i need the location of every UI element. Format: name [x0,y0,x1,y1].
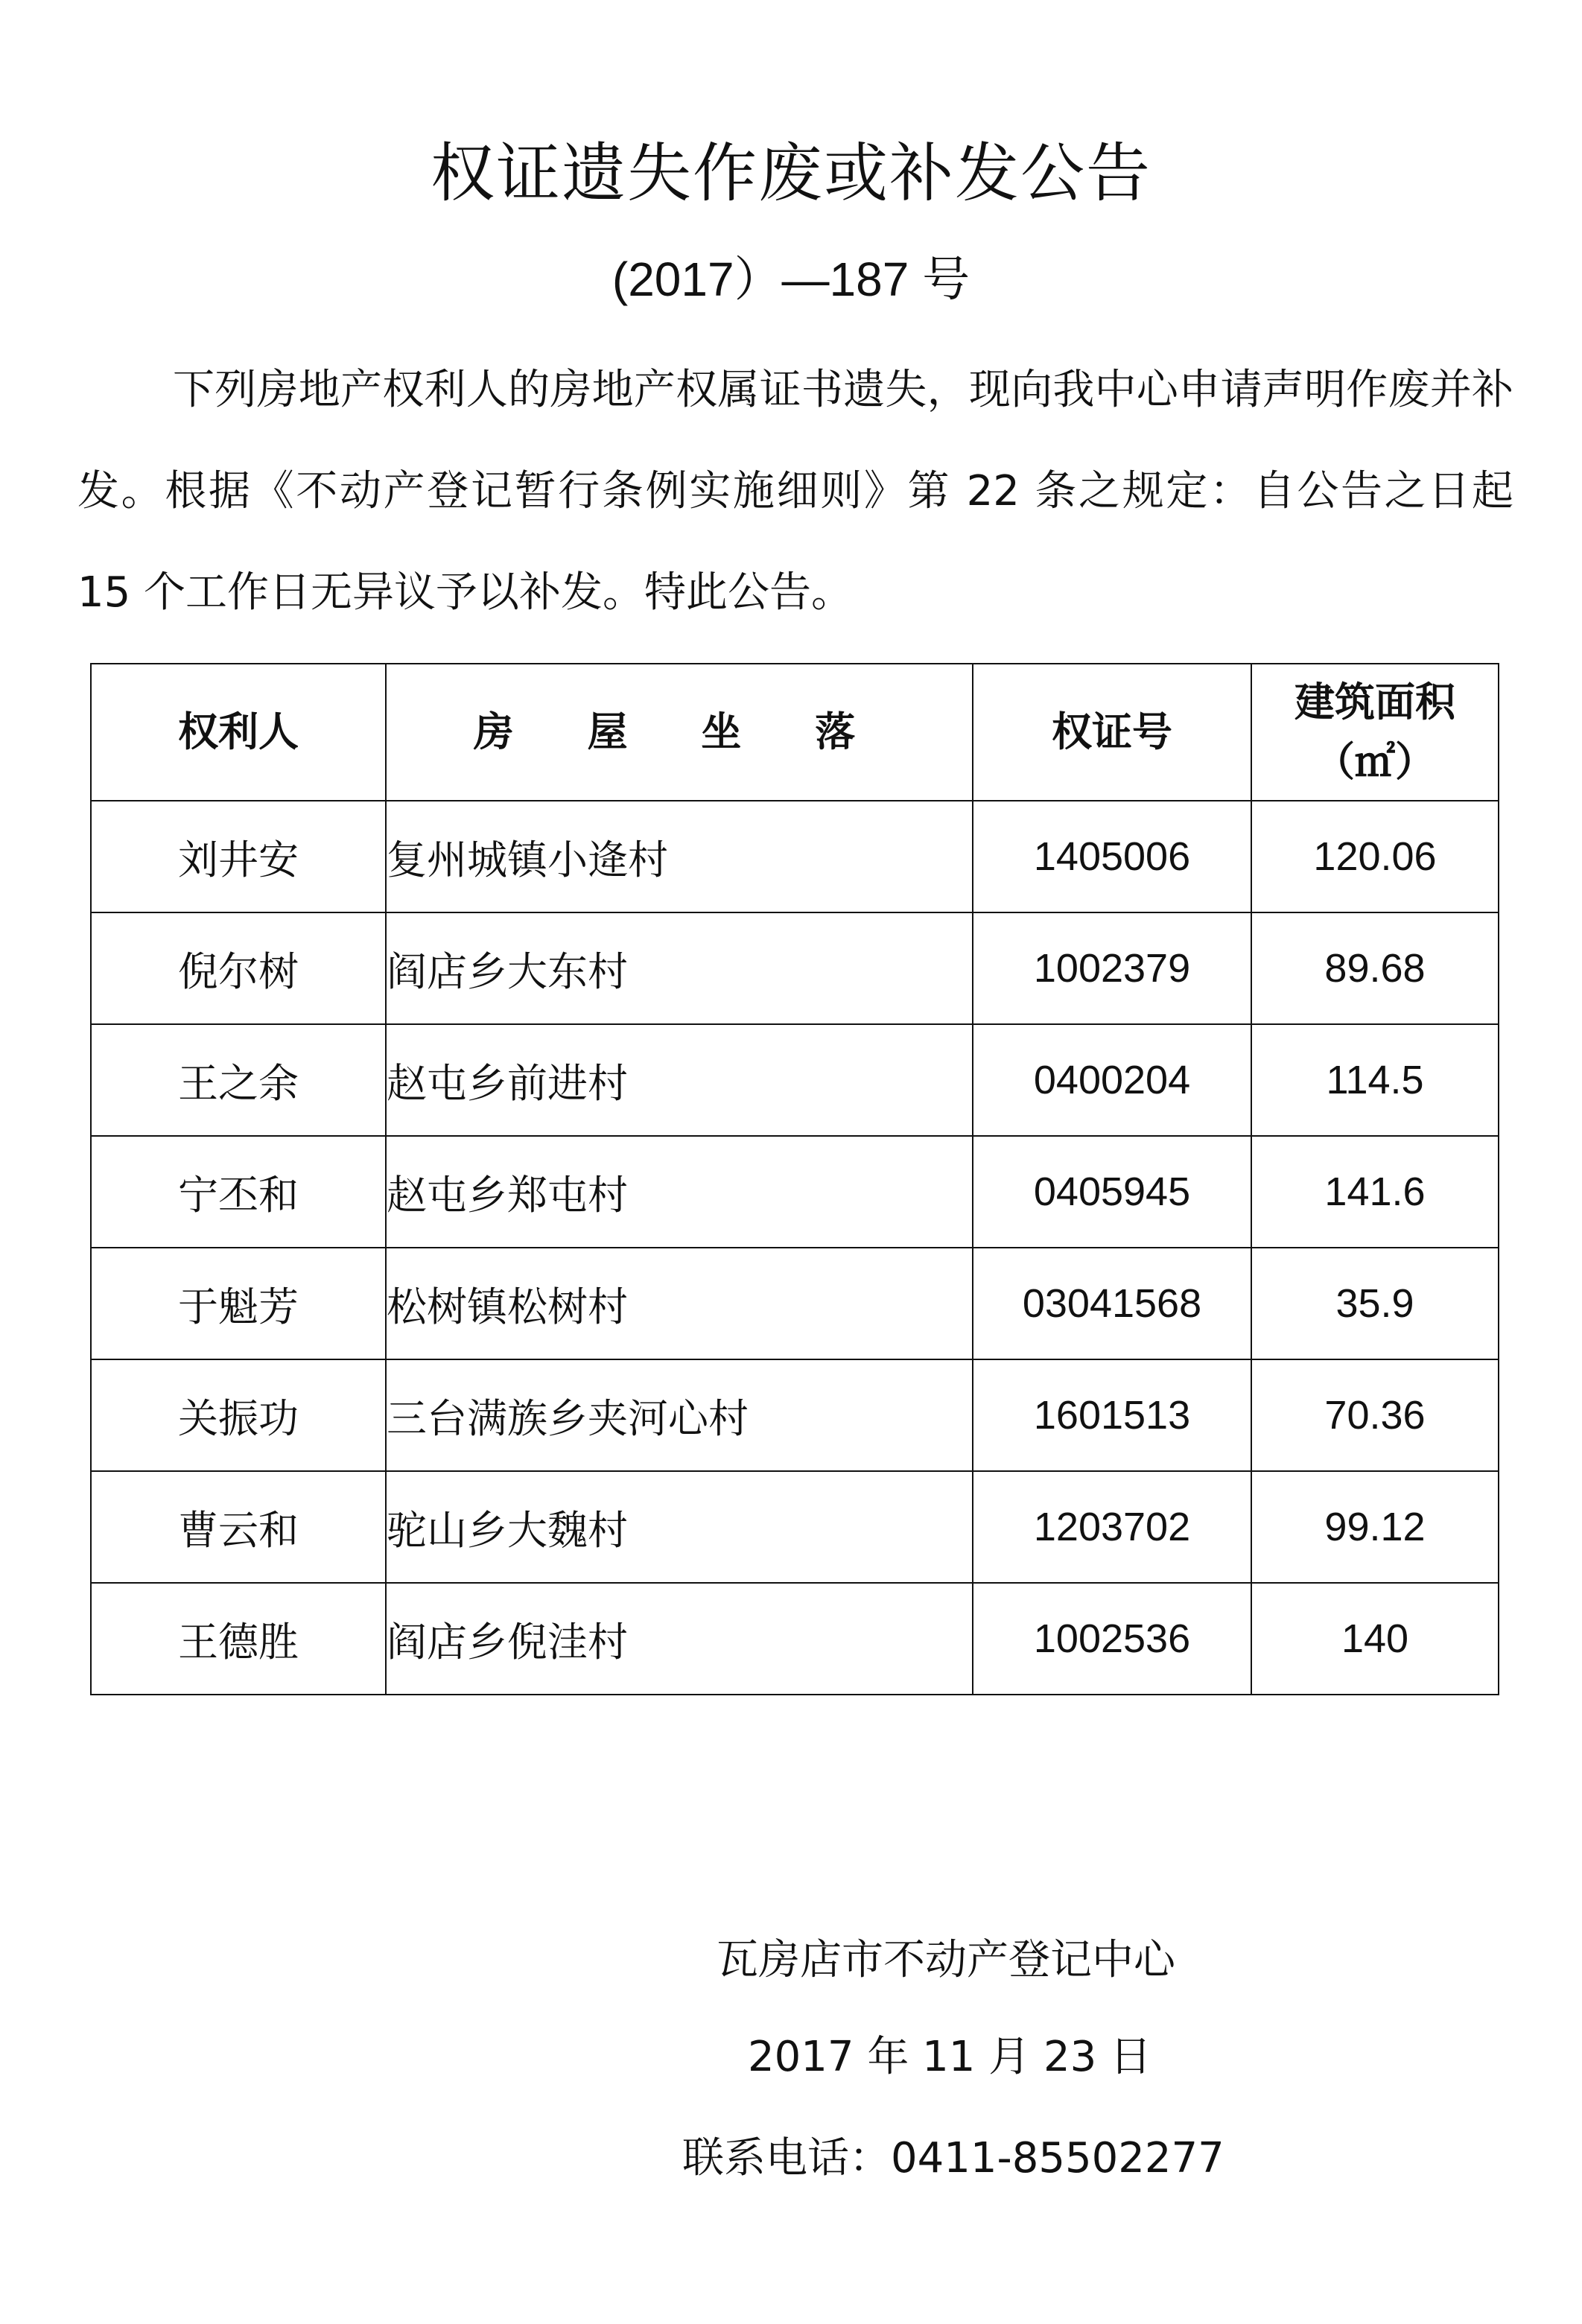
header-area-unit: （㎡） [1315,738,1435,785]
location-cell: 赵屯乡前进村 [386,1024,973,1136]
owner-cell: 曹云和 [91,1471,386,1583]
location-cell: 赵屯乡郑屯村 [386,1136,973,1248]
records-table [90,663,1499,1695]
area-cell: 70.36 [1251,1359,1499,1471]
issuing-organization: 瓦房店市不动产登记中心 [717,1936,1175,1984]
table-row [91,1248,1499,1359]
owner-cell: 刘井安 [91,801,386,912]
owner-cell: 宁丕和 [91,1136,386,1248]
header-cert-number: 权证号 [973,664,1251,801]
owner-cell: 王德胜 [91,1583,386,1695]
area-cell: 99.12 [1251,1471,1499,1583]
table-row [91,1359,1499,1471]
header-owner: 权利人 [91,664,386,801]
owner-cell: 关振功 [91,1359,386,1471]
cert-number-cell: 03041568 [973,1248,1251,1359]
cert-number-cell: 1002379 [973,912,1251,1024]
cert-number-cell: 1601513 [973,1359,1251,1471]
table-row [91,912,1499,1024]
cert-number-cell: 1002536 [973,1583,1251,1695]
table-row [91,1583,1499,1695]
cert-number-cell: 0405945 [973,1136,1251,1248]
notice-title: 权证遗失作废或补发公告 [431,136,1151,211]
owner-cell: 于魁芳 [91,1248,386,1359]
location-cell: 三台满族乡夹河心村 [386,1359,973,1471]
header-area-label: 建筑面积 [1294,679,1455,726]
notice-body: 下列房地产权利人的房地产权属证书遗失，现向我中心申请声明作废并补发。根据《不动产登记暂行条例实施细则》第 22 条之规定：自公告之日起 15 个工作日无异议予以补发。特此公告。 [77,366,1513,617]
contact-phone: 联系电话：0411-85502277 [682,2134,1224,2182]
owner-cell: 倪尔树 [91,912,386,1024]
location-cell: 阎店乡倪洼村 [386,1583,973,1695]
area-cell: 141.6 [1251,1136,1499,1248]
table-row [91,1136,1499,1248]
location-cell: 阎店乡大东村 [386,912,973,1024]
area-cell: 35.9 [1251,1248,1499,1359]
document-number: (2017）—187 号 [611,253,971,306]
table-row [91,1024,1499,1136]
area-cell: 140 [1251,1583,1499,1695]
table-row [91,1471,1499,1583]
area-cell: 114.5 [1251,1024,1499,1136]
owner-cell: 王之余 [91,1024,386,1136]
cert-number-cell: 1405006 [973,801,1251,912]
cert-number-cell: 1203702 [973,1471,1251,1583]
header-location: 房 屋 坐 落 [386,664,973,801]
table-header-row [91,664,1499,801]
cert-number-cell: 0400204 [973,1024,1251,1136]
area-cell: 89.68 [1251,912,1499,1024]
area-cell: 120.06 [1251,801,1499,912]
header-area [1251,664,1499,801]
location-cell: 复州城镇小逄村 [386,801,973,912]
location-cell: 驼山乡大魏村 [386,1471,973,1583]
location-cell: 松树镇松树村 [386,1248,973,1359]
table-row [91,801,1499,912]
issue-date: 2017 年 11 月 23 日 [748,2033,1152,2081]
